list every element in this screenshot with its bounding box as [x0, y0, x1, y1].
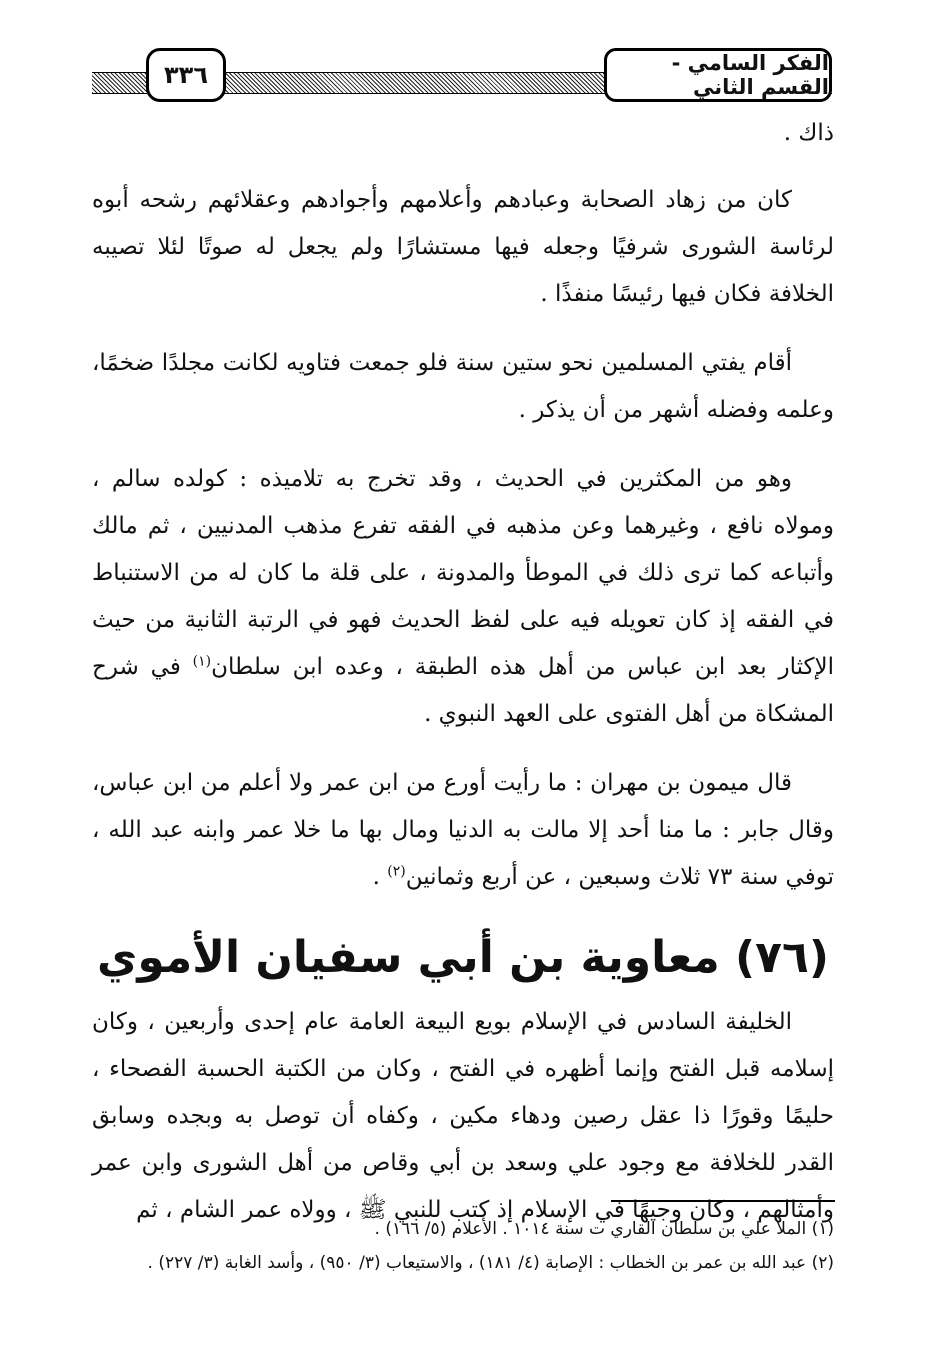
paragraph-text: قال ميمون بن مهران : ما رأيت أورع من ابن عمر ولا أعلم من ابن عباس، وقال جابر : ما منا أحد إلا مالت به الدنيا ومال بها ما خلا عمر وابنه عبد الله ، توفي سنة ٧٣ ثلاث وسبعين ، عن أربع وثمانين: [92, 770, 834, 890]
paragraph-text: وهو من المكثرين في الحديث ، وقد تخرج به تلاميذه : كولده سالم ، ومولاه نافع ، وغيرهما وعن مذهبه في الفقه تفرع مذهب المدنيين ، ثم مالك وأتباعه كما ترى ذلك في الموطأ والمدونة ، على قلة ما كان له من الاستنباط في الفقه إذ كان تعويله فيه على لفظ الحديث فهو في الرتبة الثانية من حيث الإكثار بعد ابن عباس من أهل هذه الطبقة ، وعده ابن سلطان: [92, 466, 834, 680]
running-title: الفكر السامي - القسم الثاني: [604, 48, 832, 102]
paragraph-text: .: [372, 864, 388, 890]
footnote-divider: [611, 1200, 835, 1202]
footnote: (١) الملا علي بن سلطان القاري ت سنة ١٠١٤ . الأعلام (٥/ ١٦٦) .: [374, 1219, 834, 1239]
main-text: [92, 110, 834, 1256]
footnote-ref: (٢): [387, 863, 406, 880]
footnote-ref: (١): [192, 653, 212, 670]
paragraph-text: في شرح المشكاة من أهل الفتوى على العهد النبوي .: [92, 654, 834, 727]
paragraph: كان من زهاد الصحابة وعبادهم وأعلامهم وأجوادهم وعقلائهم رشحه أبوه لرئاسة الشورى شرفيًا وجعله فيها مستشارًا ولم يجعل له صوتًا لئلا تصيبه الخلافة فكان فيها رئيسًا منفذًا .: [92, 187, 834, 307]
paragraph: [92, 760, 834, 901]
section-heading: (٧٦) معاوية بن أبي سفيان الأموي: [97, 932, 829, 983]
paragraph-continuation: ذاك .: [783, 120, 834, 146]
page-header: [92, 42, 832, 112]
page-number: ٣٣٦: [146, 48, 226, 102]
paragraph: [92, 456, 834, 738]
footnote: (٢) عبد الله بن عمر بن الخطاب : الإصابة (٤/ ١٨١) ، والاستيعاب (٣/ ٩٥٠) ، وأسد الغابة (٣/ ٢٢٧) .: [147, 1253, 834, 1273]
footnotes: [92, 1212, 834, 1280]
paragraph: أقام يفتي المسلمين نحو ستين سنة فلو جمعت فتاويه لكانت مجلدًا ضخمًا، وعلمه وفضله أشهر من أن يذكر .: [92, 350, 834, 423]
paragraph: الخليفة السادس في الإسلام بويع البيعة العامة عام إحدى وأربعين ، وكان إسلامه قبل الفتح وإنما أظهره في الفتح ، وكان من الكتبة الحسبة الفصحاء ، حليمًا وقورًا ذا عقل رصين ودهاء مكين ، وكفاه أن توصل به وبجده وسابق القدر للخلافة مع وجود علي وسعد بن أبي وقاص من أهل الشورى وابن عمر وأمثالهم ، وكان وجيهًا في الإسلام إذ كتب للنبي ﷺ ، وولاه عمر الشام ، ثم: [92, 1009, 834, 1223]
